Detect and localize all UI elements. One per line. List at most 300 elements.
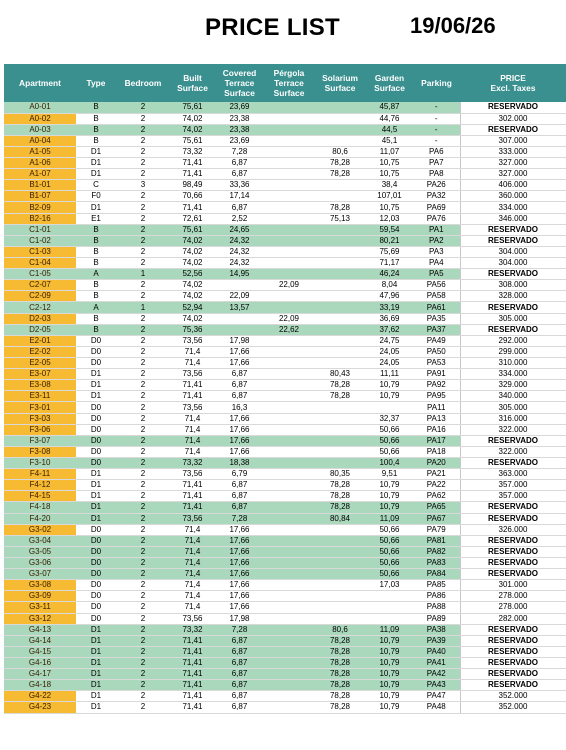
cell-parking: PA11 (413, 402, 460, 413)
cell-parking: PA40 (413, 646, 460, 657)
cell-garden-surface: 59,54 (366, 224, 413, 235)
cell-solarium-surface (314, 580, 366, 591)
cell-built-surface: 73,32 (170, 458, 215, 469)
cell-apartment: G3-07 (4, 569, 76, 580)
cell-built-surface: 70,66 (170, 191, 215, 202)
cell-covered-terrace-surface: 6,87 (215, 169, 264, 180)
cell-solarium-surface: 78,28 (314, 702, 366, 713)
cell-pergola-terrace-surface (264, 102, 314, 113)
cell-pergola-terrace-surface (264, 680, 314, 691)
cell-solarium-surface: 80,35 (314, 469, 366, 480)
cell-built-surface: 71,4 (170, 446, 215, 457)
cell-garden-surface: 37,62 (366, 324, 413, 335)
cell-covered-terrace-surface: 18,38 (215, 458, 264, 469)
cell-parking: PA84 (413, 569, 460, 580)
column-header-line: Covered (222, 68, 257, 78)
cell-pergola-terrace-surface (264, 691, 314, 702)
column-header-line: Solarium (322, 73, 358, 83)
cell-solarium-surface (314, 235, 366, 246)
cell-covered-terrace-surface: 6,87 (215, 635, 264, 646)
cell-pergola-terrace-surface (264, 191, 314, 202)
table-row (4, 702, 566, 713)
cell-bedroom: 2 (116, 557, 170, 568)
cell-apartment: G4-15 (4, 646, 76, 657)
cell-parking: PA43 (413, 680, 460, 691)
cell-pergola-terrace-surface (264, 424, 314, 435)
cell-apartment: E2-01 (4, 335, 76, 346)
cell-garden-surface: 50,66 (366, 535, 413, 546)
cell-bedroom: 2 (116, 657, 170, 668)
table-row (4, 280, 566, 291)
cell-price: 299.000 (460, 346, 566, 357)
cell-price: 292.000 (460, 335, 566, 346)
cell-built-surface: 71,41 (170, 169, 215, 180)
cell-solarium-surface (314, 602, 366, 613)
cell-price: 278.000 (460, 602, 566, 613)
cell-parking: PA5 (413, 269, 460, 280)
cell-apartment: F4-12 (4, 480, 76, 491)
table-row (4, 335, 566, 346)
table-row (4, 591, 566, 602)
page-title: PRICE LIST (205, 14, 341, 41)
cell-parking: PA42 (413, 669, 460, 680)
cell-solarium-surface: 78,28 (314, 480, 366, 491)
cell-solarium-surface (314, 413, 366, 424)
cell-built-surface: 74,02 (170, 280, 215, 291)
cell-parking: PA49 (413, 335, 460, 346)
table-row (4, 258, 566, 269)
cell-pergola-terrace-surface (264, 557, 314, 568)
cell-garden-surface: 44,5 (366, 124, 413, 135)
table-row (4, 246, 566, 257)
table-row (4, 580, 566, 591)
cell-type: D1 (76, 691, 116, 702)
table-row (4, 680, 566, 691)
cell-apartment: B2-16 (4, 213, 76, 224)
cell-apartment: C1-05 (4, 269, 76, 280)
table-row (4, 302, 566, 313)
cell-garden-surface: 50,66 (366, 546, 413, 557)
cell-parking: PA16 (413, 424, 460, 435)
cell-garden-surface: 50,66 (366, 569, 413, 580)
cell-parking: PA89 (413, 613, 460, 624)
cell-type: F0 (76, 191, 116, 202)
cell-pergola-terrace-surface (264, 135, 314, 146)
cell-type: D0 (76, 358, 116, 369)
table-row (4, 524, 566, 535)
cell-parking: PA32 (413, 191, 460, 202)
cell-covered-terrace-surface: 23,38 (215, 113, 264, 124)
cell-price: 310.000 (460, 358, 566, 369)
cell-pergola-terrace-surface (264, 402, 314, 413)
cell-covered-terrace-surface: 14,95 (215, 269, 264, 280)
cell-garden-surface: 100,4 (366, 458, 413, 469)
cell-bedroom: 1 (116, 269, 170, 280)
cell-pergola-terrace-surface (264, 502, 314, 513)
cell-built-surface: 71,4 (170, 413, 215, 424)
price-list-table (4, 64, 566, 714)
cell-solarium-surface (314, 258, 366, 269)
cell-bedroom: 2 (116, 369, 170, 380)
cell-covered-terrace-surface: 17,98 (215, 335, 264, 346)
cell-type: A (76, 302, 116, 313)
cell-apartment: E2-05 (4, 358, 76, 369)
cell-covered-terrace-surface: 17,66 (215, 569, 264, 580)
cell-pergola-terrace-surface (264, 624, 314, 635)
cell-built-surface: 71,4 (170, 524, 215, 535)
cell-garden-surface: 107,01 (366, 191, 413, 202)
cell-apartment: G4-22 (4, 691, 76, 702)
cell-type: D0 (76, 524, 116, 535)
cell-parking: PA67 (413, 513, 460, 524)
cell-bedroom: 2 (116, 458, 170, 469)
table-row (4, 369, 566, 380)
cell-price: RESERVADO (460, 302, 566, 313)
cell-price: RESERVADO (460, 102, 566, 113)
table-row (4, 113, 566, 124)
cell-solarium-surface: 78,28 (314, 680, 366, 691)
cell-parking: PA26 (413, 180, 460, 191)
cell-built-surface: 71,41 (170, 380, 215, 391)
cell-solarium-surface (314, 324, 366, 335)
cell-pergola-terrace-surface: 22,09 (264, 280, 314, 291)
cell-type: D0 (76, 535, 116, 546)
column-header-bedroom (116, 64, 170, 102)
cell-garden-surface: 10,75 (366, 158, 413, 169)
cell-covered-terrace-surface: 2,52 (215, 213, 264, 224)
cell-covered-terrace-surface: 6,87 (215, 202, 264, 213)
table-row (4, 691, 566, 702)
cell-pergola-terrace-surface (264, 580, 314, 591)
cell-parking: PA1 (413, 224, 460, 235)
table-row (4, 269, 566, 280)
cell-built-surface: 71,41 (170, 669, 215, 680)
cell-parking: PA38 (413, 624, 460, 635)
table-header-row (4, 64, 566, 102)
cell-garden-surface: 9,51 (366, 469, 413, 480)
cell-garden-surface: 10,79 (366, 702, 413, 713)
cell-covered-terrace-surface: 6,87 (215, 691, 264, 702)
cell-garden-surface: 24,75 (366, 335, 413, 346)
cell-garden-surface: 10,79 (366, 635, 413, 646)
table-row (4, 513, 566, 524)
cell-pergola-terrace-surface (264, 413, 314, 424)
cell-garden-surface: 10,79 (366, 380, 413, 391)
cell-pergola-terrace-surface (264, 613, 314, 624)
cell-parking: PA83 (413, 557, 460, 568)
table-row (4, 180, 566, 191)
table-row (4, 158, 566, 169)
cell-garden-surface: 32,37 (366, 413, 413, 424)
cell-apartment: D2-05 (4, 324, 76, 335)
cell-type: D0 (76, 546, 116, 557)
cell-solarium-surface (314, 269, 366, 280)
cell-pergola-terrace-surface (264, 669, 314, 680)
cell-bedroom: 2 (116, 635, 170, 646)
cell-apartment: A0-04 (4, 135, 76, 146)
cell-covered-terrace-surface: 6,87 (215, 657, 264, 668)
cell-built-surface: 73,56 (170, 613, 215, 624)
cell-pergola-terrace-surface (264, 124, 314, 135)
table-row (4, 124, 566, 135)
cell-covered-terrace-surface: 6,87 (215, 502, 264, 513)
cell-type: D1 (76, 491, 116, 502)
cell-bedroom: 2 (116, 469, 170, 480)
table-row (4, 324, 566, 335)
table-row (4, 569, 566, 580)
cell-garden-surface: 12,03 (366, 213, 413, 224)
cell-apartment: G4-23 (4, 702, 76, 713)
cell-bedroom: 2 (116, 124, 170, 135)
cell-parking: - (413, 113, 460, 124)
cell-solarium-surface: 80,43 (314, 369, 366, 380)
cell-solarium-surface (314, 435, 366, 446)
cell-solarium-surface (314, 302, 366, 313)
cell-bedroom: 2 (116, 591, 170, 602)
cell-covered-terrace-surface: 24,65 (215, 224, 264, 235)
cell-bedroom: 2 (116, 535, 170, 546)
cell-pergola-terrace-surface (264, 302, 314, 313)
cell-apartment: E2-02 (4, 346, 76, 357)
cell-type: B (76, 224, 116, 235)
cell-apartment: F4-20 (4, 513, 76, 524)
cell-solarium-surface (314, 224, 366, 235)
cell-garden-surface: 10,79 (366, 391, 413, 402)
cell-bedroom: 2 (116, 324, 170, 335)
cell-built-surface: 74,02 (170, 313, 215, 324)
cell-apartment: C2-09 (4, 291, 76, 302)
cell-parking: PA86 (413, 591, 460, 602)
cell-apartment: G3-11 (4, 602, 76, 613)
cell-bedroom: 2 (116, 624, 170, 635)
table-row (4, 669, 566, 680)
column-header-parking (413, 64, 460, 102)
cell-type: D0 (76, 602, 116, 613)
table-row (4, 602, 566, 613)
cell-pergola-terrace-surface (264, 546, 314, 557)
cell-garden-surface: 8,04 (366, 280, 413, 291)
cell-parking: - (413, 135, 460, 146)
cell-solarium-surface (314, 535, 366, 546)
cell-bedroom: 2 (116, 102, 170, 113)
cell-price: 302.000 (460, 113, 566, 124)
cell-built-surface: 73,56 (170, 469, 215, 480)
cell-solarium-surface (314, 124, 366, 135)
table-row (4, 446, 566, 457)
cell-bedroom: 2 (116, 346, 170, 357)
cell-bedroom: 2 (116, 669, 170, 680)
cell-built-surface: 71,41 (170, 202, 215, 213)
cell-type: D0 (76, 569, 116, 580)
cell-covered-terrace-surface: 17,66 (215, 435, 264, 446)
cell-pergola-terrace-surface (264, 291, 314, 302)
cell-pergola-terrace-surface (264, 591, 314, 602)
cell-garden-surface: 10,79 (366, 691, 413, 702)
cell-apartment: F4-18 (4, 502, 76, 513)
cell-price: 305.000 (460, 402, 566, 413)
cell-bedroom: 1 (116, 302, 170, 313)
cell-solarium-surface (314, 113, 366, 124)
cell-bedroom: 2 (116, 313, 170, 324)
cell-price: 316.000 (460, 413, 566, 424)
cell-pergola-terrace-surface (264, 346, 314, 357)
cell-parking: PA82 (413, 546, 460, 557)
cell-parking: PA58 (413, 291, 460, 302)
cell-pergola-terrace-surface (264, 358, 314, 369)
cell-apartment: G3-02 (4, 524, 76, 535)
cell-price: 326.000 (460, 524, 566, 535)
cell-solarium-surface (314, 524, 366, 535)
table-row (4, 458, 566, 469)
cell-parking: PA41 (413, 657, 460, 668)
cell-type: D0 (76, 591, 116, 602)
column-header-line: Surface (177, 83, 208, 93)
cell-built-surface: 74,02 (170, 235, 215, 246)
cell-parking: PA21 (413, 469, 460, 480)
cell-bedroom: 2 (116, 291, 170, 302)
cell-price: 278.000 (460, 591, 566, 602)
cell-apartment: F4-11 (4, 469, 76, 480)
cell-type: D1 (76, 158, 116, 169)
cell-parking: - (413, 124, 460, 135)
cell-solarium-surface (314, 546, 366, 557)
cell-garden-surface: 10,75 (366, 169, 413, 180)
column-header-line: Built (183, 73, 202, 83)
cell-garden-surface: 10,79 (366, 680, 413, 691)
cell-garden-surface: 45,1 (366, 135, 413, 146)
cell-bedroom: 2 (116, 480, 170, 491)
cell-built-surface: 71,4 (170, 435, 215, 446)
column-header-pergola-terrace-surface (264, 64, 314, 102)
cell-apartment: B2-09 (4, 202, 76, 213)
cell-parking: PA62 (413, 491, 460, 502)
cell-garden-surface: 46,24 (366, 269, 413, 280)
cell-type: C (76, 180, 116, 191)
cell-built-surface: 98,49 (170, 180, 215, 191)
cell-covered-terrace-surface: 7,28 (215, 513, 264, 524)
cell-parking: PA2 (413, 235, 460, 246)
cell-apartment: B1-07 (4, 191, 76, 202)
cell-type: B (76, 258, 116, 269)
cell-bedroom: 2 (116, 258, 170, 269)
table-row (4, 224, 566, 235)
cell-pergola-terrace-surface (264, 602, 314, 613)
cell-apartment: G4-13 (4, 624, 76, 635)
cell-covered-terrace-surface: 17,66 (215, 602, 264, 613)
cell-pergola-terrace-surface (264, 491, 314, 502)
column-header-line: PRICE (500, 73, 526, 83)
cell-price: 333.000 (460, 146, 566, 157)
cell-price: 406.000 (460, 180, 566, 191)
cell-built-surface: 74,02 (170, 113, 215, 124)
cell-parking: PA17 (413, 435, 460, 446)
cell-pergola-terrace-surface (264, 169, 314, 180)
cell-built-surface: 71,4 (170, 569, 215, 580)
cell-bedroom: 2 (116, 402, 170, 413)
cell-pergola-terrace-surface (264, 224, 314, 235)
cell-covered-terrace-surface: 17,66 (215, 535, 264, 546)
cell-type: D1 (76, 502, 116, 513)
cell-price: 360.000 (460, 191, 566, 202)
cell-price: RESERVADO (460, 124, 566, 135)
cell-bedroom: 2 (116, 113, 170, 124)
table-row (4, 546, 566, 557)
cell-pergola-terrace-surface (264, 180, 314, 191)
cell-covered-terrace-surface: 17,66 (215, 546, 264, 557)
table-row (4, 413, 566, 424)
cell-bedroom: 2 (116, 702, 170, 713)
column-header-line: Surface (374, 83, 405, 93)
cell-parking: PA91 (413, 369, 460, 380)
table-row (4, 646, 566, 657)
cell-solarium-surface: 80,6 (314, 624, 366, 635)
cell-type: D0 (76, 335, 116, 346)
cell-solarium-surface (314, 102, 366, 113)
cell-bedroom: 2 (116, 691, 170, 702)
cell-bedroom: 2 (116, 358, 170, 369)
table-row (4, 635, 566, 646)
cell-price: 327.000 (460, 169, 566, 180)
cell-parking: PA37 (413, 324, 460, 335)
cell-covered-terrace-surface: 6,79 (215, 469, 264, 480)
cell-price: RESERVADO (460, 680, 566, 691)
cell-built-surface: 71,4 (170, 424, 215, 435)
cell-apartment: E3-07 (4, 369, 76, 380)
cell-parking: PA22 (413, 480, 460, 491)
cell-built-surface: 75,61 (170, 224, 215, 235)
cell-bedroom: 2 (116, 380, 170, 391)
price-list-date: 19/06/26 (410, 13, 496, 38)
cell-type: D1 (76, 669, 116, 680)
cell-solarium-surface: 78,28 (314, 635, 366, 646)
cell-pergola-terrace-surface (264, 235, 314, 246)
cell-built-surface: 74,02 (170, 291, 215, 302)
cell-built-surface: 71,4 (170, 591, 215, 602)
cell-type: B (76, 324, 116, 335)
cell-parking: PA95 (413, 391, 460, 402)
cell-parking: PA35 (413, 313, 460, 324)
cell-type: D1 (76, 380, 116, 391)
column-header-line: Surface (224, 88, 255, 98)
column-header-line: Type (86, 78, 106, 88)
cell-price: RESERVADO (460, 635, 566, 646)
table-row (4, 102, 566, 113)
cell-built-surface: 71,41 (170, 158, 215, 169)
cell-bedroom: 2 (116, 646, 170, 657)
cell-covered-terrace-surface: 24,32 (215, 246, 264, 257)
cell-pergola-terrace-surface (264, 635, 314, 646)
cell-solarium-surface (314, 346, 366, 357)
cell-covered-terrace-surface: 6,87 (215, 391, 264, 402)
cell-pergola-terrace-surface (264, 369, 314, 380)
cell-covered-terrace-surface: 24,32 (215, 258, 264, 269)
cell-apartment: C1-02 (4, 235, 76, 246)
cell-price: 352.000 (460, 702, 566, 713)
column-header-line: Pérgola (273, 68, 305, 78)
cell-bedroom: 2 (116, 569, 170, 580)
cell-covered-terrace-surface: 17,14 (215, 191, 264, 202)
cell-bedroom: 2 (116, 424, 170, 435)
cell-price: 346.000 (460, 213, 566, 224)
cell-apartment: A1-06 (4, 158, 76, 169)
cell-covered-terrace-surface: 17,66 (215, 524, 264, 535)
table-row (4, 213, 566, 224)
cell-parking: PA81 (413, 535, 460, 546)
cell-price: RESERVADO (460, 269, 566, 280)
cell-apartment: A1-05 (4, 146, 76, 157)
cell-built-surface: 73,56 (170, 513, 215, 524)
cell-solarium-surface (314, 291, 366, 302)
